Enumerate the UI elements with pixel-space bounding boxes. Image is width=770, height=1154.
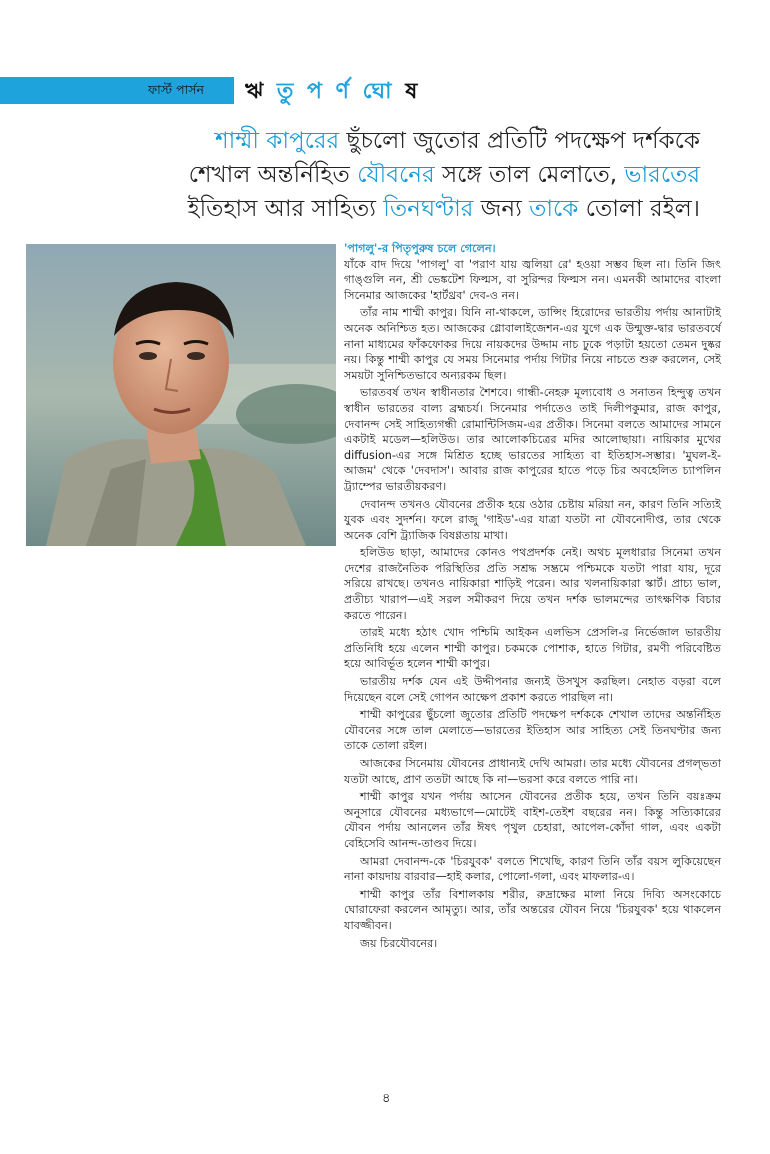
- article-subhead: 'পাগলু'-র পিতৃপুরুষ চলে গেলেন।: [344, 242, 496, 255]
- pull-quote-text: ছুঁচলো জুতোর প্রতিটি পদক্ষেপ দর্শককে: [339, 128, 700, 154]
- pull-quote-text: ইতিহাস আর সাহিত্য: [187, 196, 384, 222]
- article-paragraph: দেবানন্দ তখনও যৌবনের প্রতীক হয়ে ওঠার চেষ্টায় মরিয়া নন, কারণ তিনি সত্যিই যুবক এবং সুদর্শন। ফলে রাজু 'গাইড'-এর যাত্রা যতটা না যৌবনোদীপ্ত, তার থেকে অনেক বেশি ট্র্যাজিক বিষণ্ণতায় মাখা।: [344, 497, 721, 542]
- pull-quote-line: [100, 158, 700, 192]
- pull-quote-highlight: তাকে: [529, 196, 579, 222]
- pull-quote-text: জন্য: [473, 196, 530, 222]
- page-number: ৪: [382, 1091, 391, 1106]
- article-paragraph: যাঁকে বাদ দিয়ে 'পাগলু' বা 'পরাণ যায় জ্বলিয়া রে' হওয়া সম্ভব ছিল না। তিনি জিৎ গাঙ্গুলি নন, শ্রী ভেঙ্কটেশ ফিল্মস, বা সুরিন্দর ফিল্মস নন। এমনকী আমাদের বাংলা সিনেমার আজকের 'হার্টথ্রব' দেব-ও নন।: [344, 257, 721, 302]
- article-paragraph: তারই মধ্যে হঠাৎ খোদ পশ্চিমি আইকন এলভিস প্রেসলি-র নির্ভেজাল ভারতীয় প্রতিনিধি হয়ে এলেন শাম্মী কাপুর। চকমকে পোশাক, হাতে গিটার, রমণী পরিবেষ্টিত হয়ে আবির্ভূত হলেন শাম্মী কাপুর।: [344, 626, 721, 671]
- article-paragraph: তাঁর নাম শাম্মী কাপুর। যিনি না-থাকলে, ডান্সিং হিরোদের ভারতীয় পর্দায় আনাটাই অনেক অনিশ্চিত হত। আজকের গ্লোবালাইজেশন-এর যুগে এক উন্মুক্ত-দ্বার ভারতবর্ষে নানা মাধ্যমের ফাঁকফোকর দিয়ে নায়কদের উদ্দাম নাচ ঢুকে পড়াটা হয়তো তেমন দুষ্কর নয়। কিন্তু শাম্মী কাপুর যে সময় সিনেমার পর্দায় গিটার নিয়ে নাচতে শুরু করলেন, সেই সময়টা সুনিশ্চিতভাবে অন্যরকম ছিল।: [344, 306, 721, 382]
- pull-quote-line: [100, 124, 700, 158]
- author-part: ঘো: [362, 79, 395, 104]
- pull-quote-text: সঙ্গে তাল মেলাতে,: [434, 162, 625, 188]
- article-paragraph: শাম্মী কাপুর যখন পর্দায় আসেন যৌবনের প্রতীক হয়ে, তখন তিনি বয়ঃক্রম অনুসারে যৌবনের মধ্যভাগে—মোটেই বাইশ-তেইশ বছরের নন। কিন্তু সত্যিকারের যৌবন পর্দায় আনলেন তাঁর ঈষৎ পৃথুল চেহারা, আপেল-কোঁদা গাল, এবং একটা বেহিসেবি আনন্দ-তাণ্ডব দিয়ে।: [344, 790, 721, 850]
- portrait-photo: [26, 244, 336, 546]
- article-paragraph: হলিউড ছাড়া, আমাদের কোনও পথপ্রদর্শক নেই। অথচ মূলধারার সিনেমা তখন দেশের রাজনৈতিক পরিস্থিতির প্রতি সশ্রদ্ধ সম্ভ্রমে পশ্চিমকে যতটা পারা যায়, দূরে সরিয়ে রাখছে। তখনও নায়িকারা শাড়িই পরেন। আর খলনায়িকারা স্কার্ট। প্রাচ্য ভাল, প্রতীচ্য খারাপ—এই সরল সমীকরণ দিয়ে তখন দর্শক ভালমন্দের তাৎক্ষণিক বিচার করতে পারেন।: [344, 546, 721, 622]
- pull-quote-highlight: যৌবনের: [357, 162, 435, 188]
- article-paragraph: জয় চিরযৌবনের।: [360, 936, 438, 950]
- article-paragraph: শাম্মী কাপুর তাঁর বিশালকায় শরীর, রুদ্রাক্ষের মালা নিয়ে দিব্যি অসংকোচে ঘোরাফেরা করলেন আমৃত্যু। আর, তাঁর অন্তরের যৌবন নিয়ে 'চিরযুবক' হয়ে থাকলেন যাবজ্জীবন।: [344, 887, 721, 932]
- pull-quote: [100, 124, 700, 226]
- author-name: [245, 74, 420, 111]
- author-part: ঋ: [245, 79, 267, 104]
- article-paragraph: শাম্মী কাপুরের ছুঁচলো জুতোর প্রতিটি পদক্ষেপ দর্শককে শেখাল তাদের অন্তর্নিহিত যৌবনের সঙ্গে তাল মেলাতে—ভারতের ইতিহাস আর সাহিত্য সেই তিনঘণ্টার জন্য তাকে তোলা রইল।: [344, 708, 721, 753]
- article-paragraph: ভারতীয় দর্শক যেন এই উদ্দীপনার জন্যই উসখুস করছিল। নেহাত বড়রা বলে দিয়েছেন বলে সেই গোপন আক্ষেপ প্রকাশ করতে পারছিল না।: [344, 675, 721, 704]
- pull-quote-highlight: তিনঘণ্টার: [383, 196, 474, 222]
- section-label: ফার্স্ট পার্সন: [148, 82, 204, 97]
- pull-quote-highlight: শাম্মী কাপুরের: [215, 128, 340, 154]
- author-part: তু প র্ণ: [276, 79, 352, 104]
- pull-quote-highlight: ভারতের: [624, 162, 700, 188]
- article-paragraph: আমরা দেবানন্দ-কে 'চিরযুবক' বলতে শিখেছি, কারণ তিনি তাঁর বয়স লুকিয়েছেন নানা কায়দায় বারবার—হাই কলার, পোলো-গলা, এবং মাফলার-এ।: [344, 854, 721, 884]
- pull-quote-text: তোলা রইল।: [578, 196, 700, 222]
- article-paragraph: ভারতবর্ষ তখন স্বাধীনতার শৈশবে। গান্ধী-নেহরু মূল্যবোধ ও সনাতন হিন্দুত্ব তখন স্বাধীন ভারতের বাল্য ব্রহ্মচর্য। সিনেমার পর্দাতেও তাই দিলীপকুমার, রাজ কাপুর, দেবানন্দ সেই সাহিত্যগন্ধী রোমান্টিসিজম-এর প্রতীক। সিনেমা বলতে আমাদের সামনে একটাই মডেল—হলিউড। তার আলোকচিত্রের মদির আলোছায়া। নায়িকার মুখের diffusion-এর সঙ্গে মিশ্রিত হচ্ছে ভারতের সাহিত্য বা ইতিহাস-সম্ভার। 'মুঘল-ই-আজম' থেকে 'দেবদাস'। আবার রাজ কাপুরের হাতে পড়ে চির অবহেলিত চ্যাপলিন ট্র্যাম্পের ভারতীয়করণ।: [344, 386, 721, 493]
- pull-quote-text: শেখাল অন্তর্নিহিত: [188, 162, 358, 188]
- author-part: ষ: [405, 79, 421, 104]
- article-body: [344, 241, 721, 953]
- article-paragraph: আজকের সিনেমায় যৌবনের প্রাধান্যই দেখি আমরা। তার মধ্যে যৌবনের প্রগল্‌ভতা যতটা আছে, প্রাণ ততটা আছে কি না—ভরসা করে বলতে পারি না।: [344, 757, 721, 786]
- pull-quote-line: [100, 192, 700, 226]
